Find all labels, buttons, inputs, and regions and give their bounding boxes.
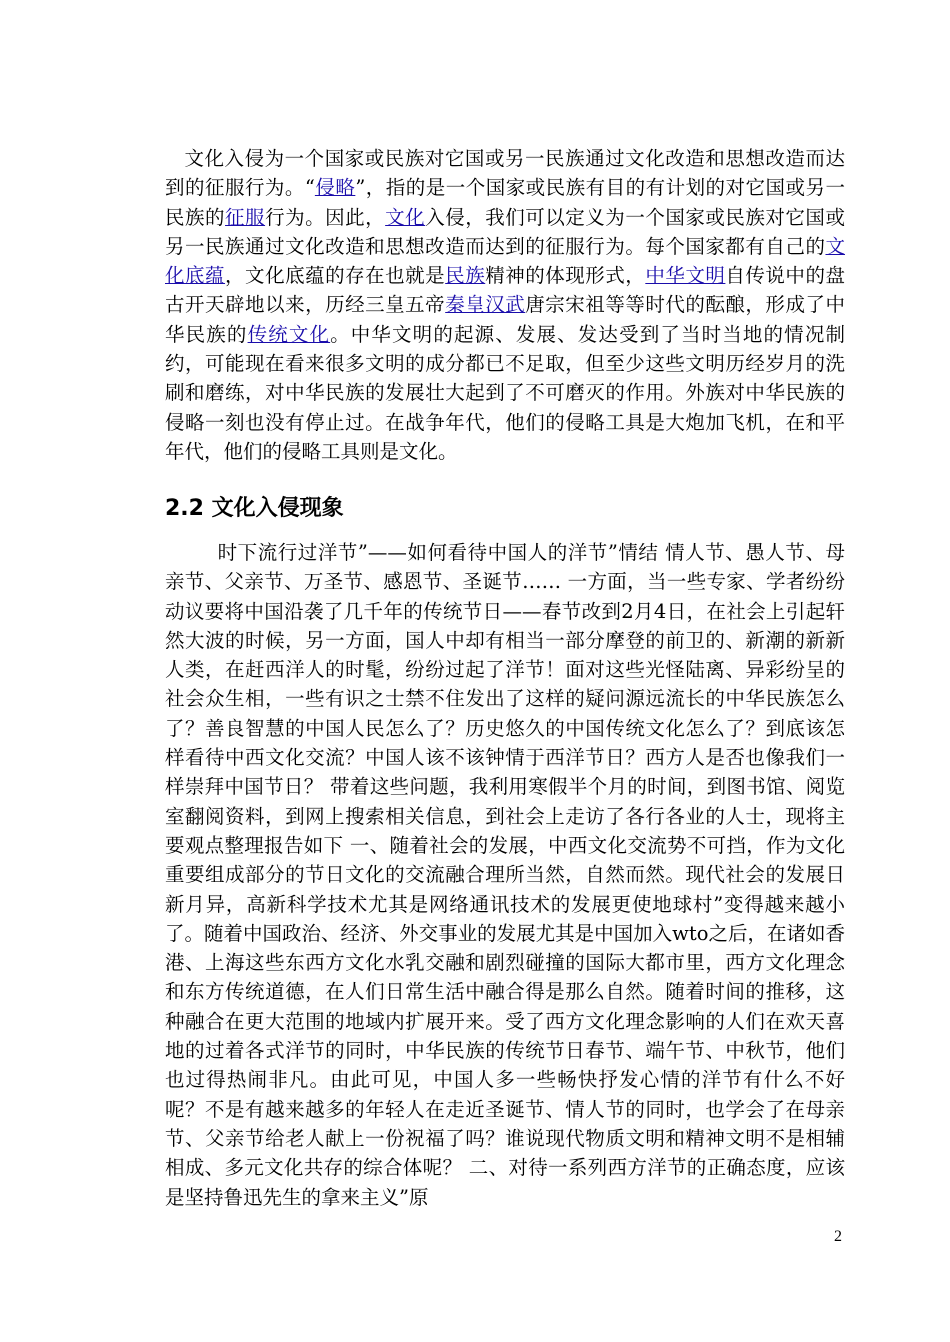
section-heading: 2.2 文化入侵现象 (165, 496, 344, 521)
text-segment: 自传说中的盘古开天辟地以来，历经三皇五帝 (165, 264, 845, 317)
section-paragraph: 时下流行过洋节”——如何看待中国人的洋节”情结 情人节、愚人节、母亲节、父亲节、万圣节、感恩节、圣诞节…… 一方面，当一些专家、学者纷纷动议要将中国沿袭了几千年的传统节日——春节改到2月4日，在社会上引起轩然大波的时候，另一方面，国人中却有相当一部分摩登的前卫的、新潮的新新人类，在赶西洋人的时髦，纷纷过起了洋节！面对这些光怪陆离、异彩纷呈的社会众生相，一些有识之士禁不住发出了这样的疑问源远流长的中华民族怎么了？善良智慧的中国人民怎么了？历史悠久的中国传统文化怎么了？到底该怎样看待中西文化交流？中国人该不该钟情于西洋节日？西方人是否也像我们一样崇拜中国节日？ 带着这些问题，我利用寒假半个月的时间，到图书馆、阅览室翻阅资料，到网上搜索相关信息，到社会上走访了各行各业的人士，现将主要观点整理报告如下 一、随着社会的发展，中西文化交流势不可挡，作为文化重要组成部分的节日文化的交流融合理所当然，自然而然。现代社会的发展日新月异，高新科学技术尤其是网络通讯技术的发展更使地球村”变得越来越小了。随着中国政治、经济、外交事业的发展尤其是中国加入wto之后，在诸如香港、上海这些东西方文化水乳交融和剧烈碰撞的国际大都市里，西方文化理念和东方传统道德，在人们日常生活中融合得是那么自然。随着时间的推移，这种融合在更大范围的地域内扩展开来。受了西方文化理念影响的人们在欢天喜地的过着各式洋节的同时，中华民族的传统节日春节、端午节、中秋节，他们也过得热闹非凡。由此可见，中国人多一些畅快抒发心情的洋节有什么不好呢？不是有越来越多的年轻人在走近圣诞节、情人节的同时，也学会了在母亲节、父亲节给老人献上一份祝福了吗？谁说现代物质文明和精神文明不是相辅相成、多元文化共存的综合体呢？ 二、对待一系列西方洋节的正确态度，应该是坚持鲁迅先生的拿来主义”原 (165, 541, 845, 1209)
page-number: 2 (834, 1228, 842, 1245)
link-nation[interactable]: 民族 (445, 264, 486, 288)
link-cultural-heritage[interactable]: 文化底蕴 (165, 234, 845, 288)
link-chinese-civilization[interactable]: 中华文明 (645, 264, 726, 288)
link-conquest[interactable]: 征服 (225, 205, 266, 229)
link-culture[interactable]: 文化 (385, 205, 426, 229)
text-segment: 唐宗宋祖等等时代的酝酿，形成了中华民族的 (165, 293, 845, 346)
text-segment: 文化入侵为一个国家或民族对它国或另一民族通过文化改造和思想改造而达到的征服行为。“ (165, 147, 845, 200)
text-segment: ”，指的是一个国家或民族有目的有计划的对它国或另一民族的 (165, 176, 845, 229)
text-segment: ，文化底蕴的存在也就是 (225, 264, 446, 288)
link-qin-han[interactable]: 秦皇汉武 (445, 293, 526, 317)
link-invasion[interactable]: 侵略 (314, 176, 356, 200)
link-traditional-culture[interactable]: 传统文化 (247, 322, 331, 346)
text-segment: 精神的体现形式， (485, 264, 646, 288)
text-segment: 行为。因此， (265, 205, 386, 229)
text-segment: 入侵，我们可以定义为一个国家或民族对它国或另一民族通过文化改造和思想改造而达到的征服行为。每个国家都有自己的 (165, 205, 845, 258)
text-segment: 。中华文明的起源、发展、发达受到了当时当地的情况制约，可能现在看来很多文明的成分都已不足取，但至少这些文明历经岁月的洗刷和磨练，对中华民族的发展壮大起到了不可磨灭的作用。外族对中华民族的侵略一刻也没有停止过。在战争年代，他们的侵略工具是大炮加飞机，在和平年代，他们的侵略工具则是文化。 (165, 322, 845, 463)
intro-paragraph (165, 144, 845, 466)
